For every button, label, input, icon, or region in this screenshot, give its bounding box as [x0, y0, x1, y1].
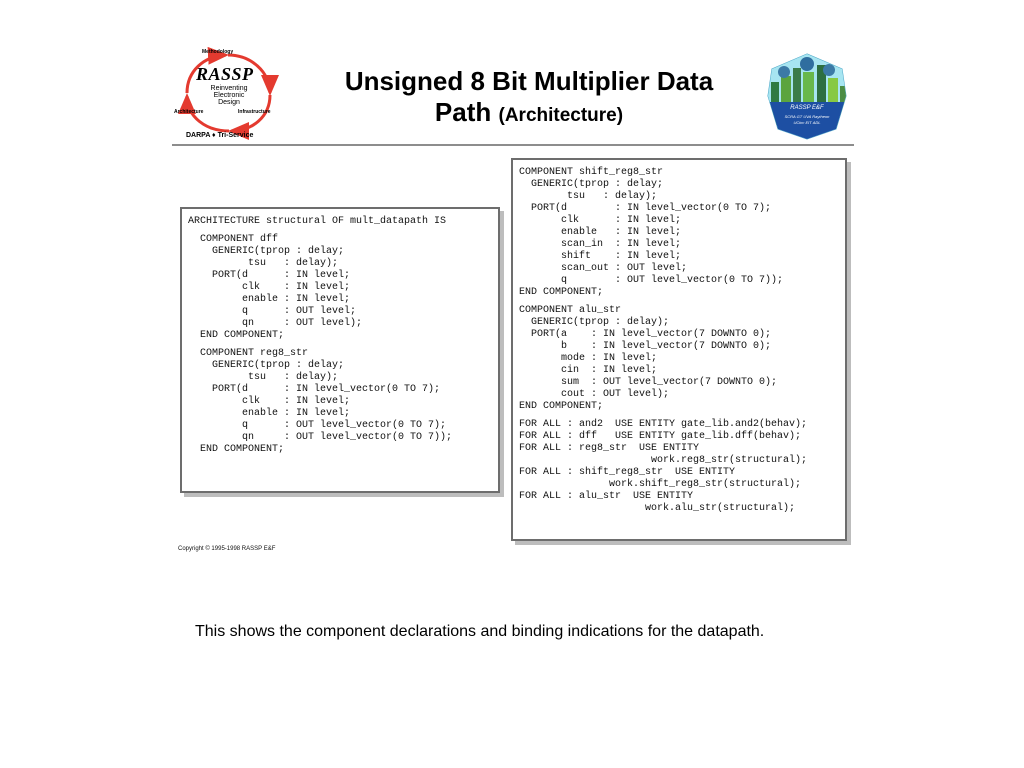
code-line: sum : OUT level_vector(7 DOWNTO 0);	[519, 377, 778, 388]
title-divider	[172, 144, 854, 146]
code-line: GENERIC(tprop : delay;	[188, 246, 345, 257]
architecture-code-panel	[180, 207, 500, 493]
title-line-2	[284, 97, 774, 131]
code-line: cin : IN level;	[519, 365, 658, 376]
code-line: tsu : delay);	[188, 372, 339, 383]
code-line: GENERIC(tprop : delay;	[519, 179, 664, 190]
rassp-ef-line-2: UCinc EIT ADL	[793, 120, 821, 125]
code-line: clk : IN level;	[519, 215, 682, 226]
slide-caption: This shows the component declarations and binding indications for the datapath.	[195, 623, 765, 640]
code-line: b : IN level_vector(7 DOWNTO 0);	[519, 341, 772, 352]
slide-content	[172, 40, 854, 570]
code-line: COMPONENT reg8_str	[188, 348, 309, 359]
code-line: clk : IN level;	[188, 396, 351, 407]
rassp-ef-title: RASSP E&F	[790, 105, 824, 111]
code-line: work.shift_reg8_str(structural);	[519, 479, 802, 490]
components-binding-code-panel	[511, 158, 847, 541]
code-line: enable : IN level;	[188, 294, 351, 305]
title-subtitle: (Architecture)	[498, 105, 624, 126]
darpa-tri-service-label: DARPA ♦ Tri-Service	[186, 132, 254, 139]
code-line: mode : IN level;	[519, 353, 658, 364]
code-line: COMPONENT dff	[188, 234, 279, 245]
code-line: work.alu_str(structural);	[519, 503, 796, 514]
code-line: ARCHITECTURE structural OF mult_datapath IS	[188, 216, 447, 227]
code-line: FOR ALL : and2 USE ENTITY gate_lib.and2(behav);	[519, 419, 808, 430]
code-line: tsu : delay);	[188, 258, 339, 269]
code-line: FOR ALL : reg8_str USE ENTITY	[519, 443, 700, 454]
code-line: END COMPONENT;	[188, 330, 285, 341]
code-line: enable : IN level;	[188, 408, 351, 419]
logo-methodology-label: Methodology	[202, 49, 234, 55]
code-line: shift : IN level;	[519, 251, 682, 262]
code-line: COMPONENT shift_reg8_str	[519, 167, 664, 178]
logo-infrastructure-label: Infrastructure	[238, 109, 271, 115]
rassp-tagline-1: Reinventing	[210, 85, 248, 92]
code-line: work.reg8_str(structural);	[519, 455, 808, 466]
title-line-1: Unsigned 8 Bit Multiplier Data	[344, 66, 714, 96]
code-line: qn : OUT level_vector(0 TO 7));	[188, 432, 453, 443]
rassp-logo	[172, 40, 290, 144]
components-binding-code-lines	[519, 167, 839, 515]
code-line: END COMPONENT;	[188, 444, 285, 455]
code-line: FOR ALL : shift_reg8_str USE ENTITY	[519, 467, 736, 478]
rassp-brand-label: RASSP	[196, 64, 254, 84]
code-line: GENERIC(tprop : delay);	[519, 317, 670, 328]
code-line: COMPONENT alu_str	[519, 305, 622, 316]
code-line: cout : OUT level);	[519, 389, 670, 400]
slide-title	[284, 66, 774, 131]
code-line: PORT(d : IN level;	[188, 270, 351, 281]
code-line: END COMPONENT;	[519, 287, 604, 298]
code-line: END COMPONENT;	[519, 401, 604, 412]
code-line: FOR ALL : dff USE ENTITY gate_lib.dff(behav);	[519, 431, 802, 442]
code-line: qn : OUT level);	[188, 318, 363, 329]
code-line: scan_out : OUT level;	[519, 263, 688, 274]
title-main-word: Path	[434, 97, 492, 127]
copyright-notice: Copyright © 1995-1998 RASSP E&F	[178, 546, 276, 552]
code-line: enable : IN level;	[519, 227, 682, 238]
code-line: GENERIC(tprop : delay;	[188, 360, 345, 371]
rassp-ef-line-1: SCRA GT UVA Raytheon	[784, 114, 830, 119]
rassp-ef-logo	[760, 48, 854, 142]
code-line: q : OUT level;	[188, 306, 357, 317]
code-line: PORT(a : IN level_vector(7 DOWNTO 0);	[519, 329, 772, 340]
code-line: clk : IN level;	[188, 282, 351, 293]
code-line: PORT(d : IN level_vector(0 TO 7);	[188, 384, 441, 395]
code-line: FOR ALL : alu_str USE ENTITY	[519, 491, 694, 502]
code-line: tsu : delay);	[519, 191, 658, 202]
rassp-tagline-3: Design	[218, 99, 240, 106]
rassp-ef-logo-graphic	[760, 48, 854, 142]
logo-architecture-label: Architecture	[174, 109, 204, 115]
code-line: q : OUT level_vector(0 TO 7));	[519, 275, 784, 286]
code-line: PORT(d : IN level_vector(0 TO 7);	[519, 203, 772, 214]
architecture-code-lines	[188, 216, 492, 456]
rassp-tagline-2: Electronic	[213, 92, 245, 99]
code-line: q : OUT level_vector(0 TO 7);	[188, 420, 447, 431]
code-line: scan_in : IN level;	[519, 239, 682, 250]
